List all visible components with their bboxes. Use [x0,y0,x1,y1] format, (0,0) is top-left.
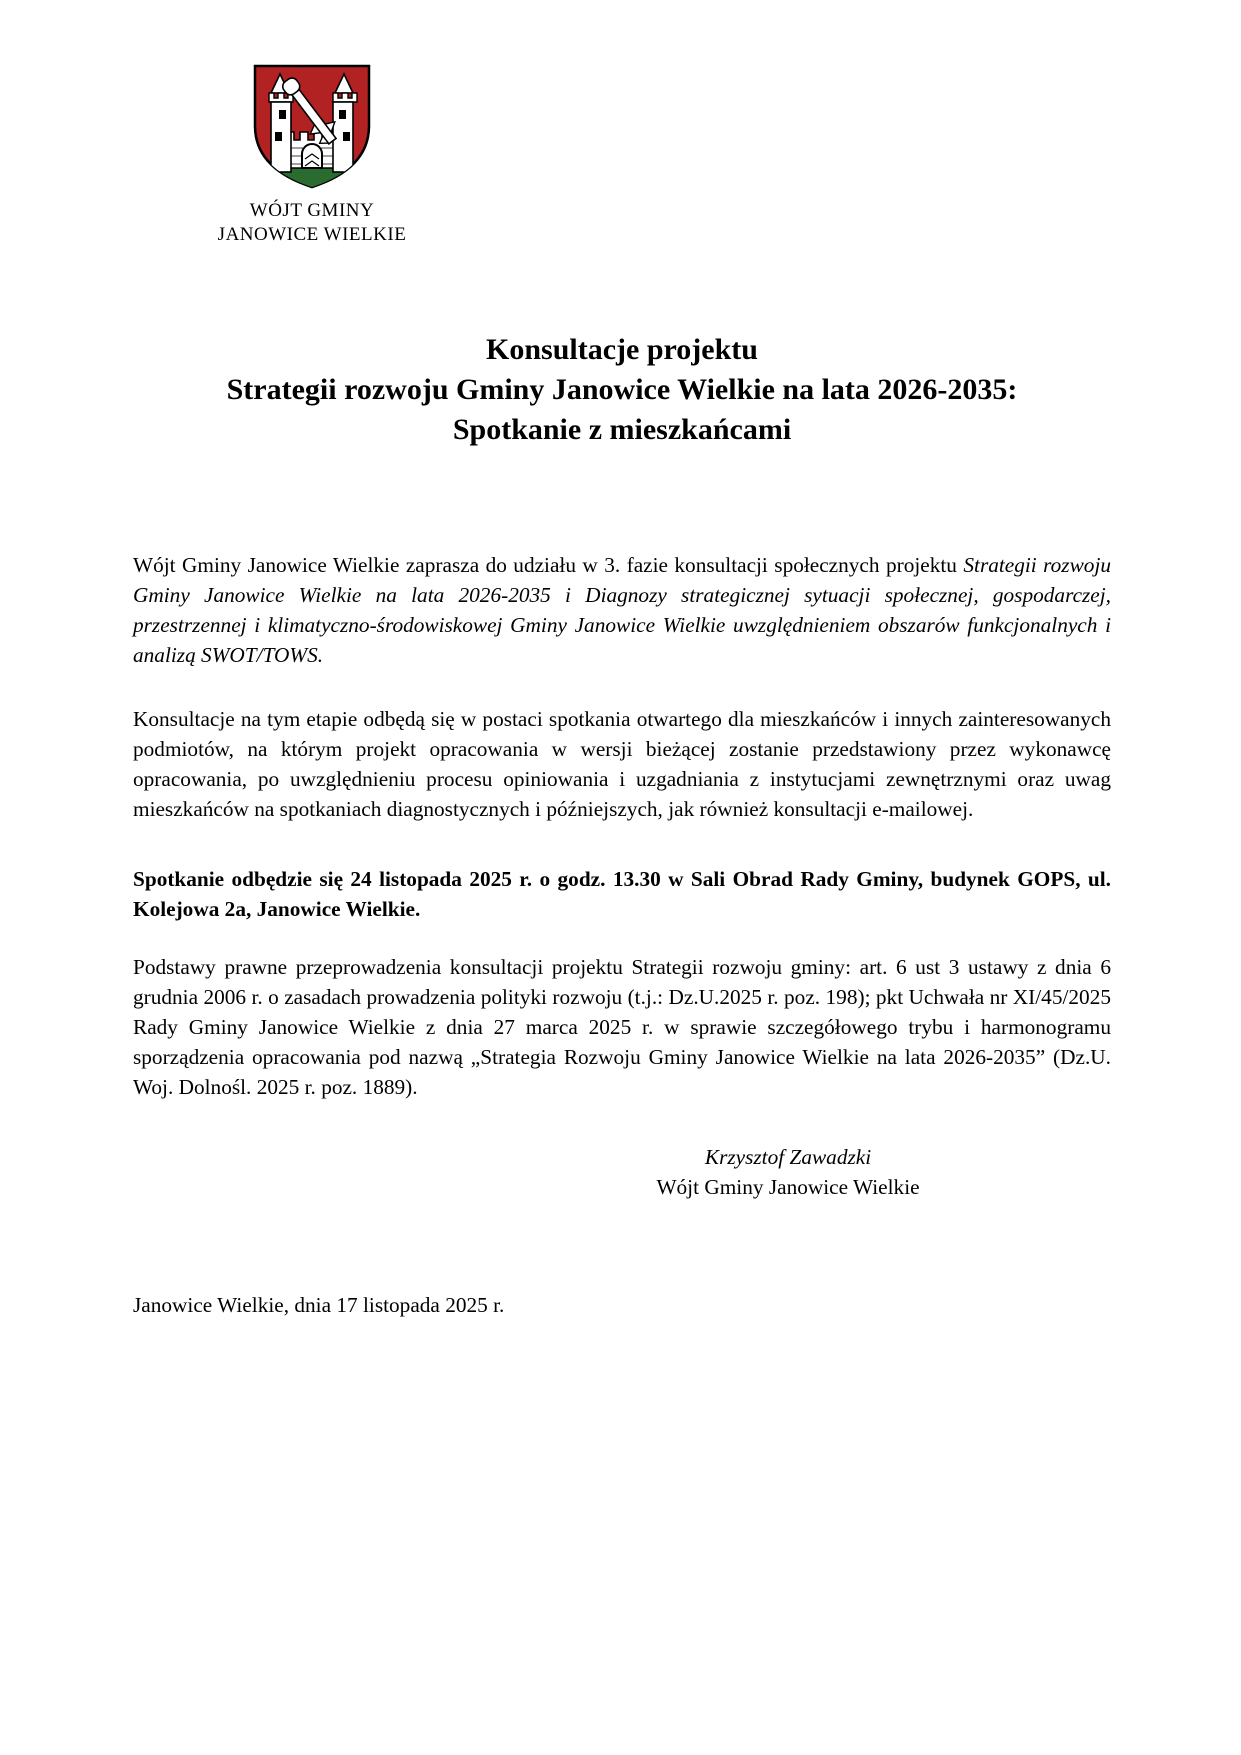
signature-name: Krzysztof Zawadzki [704,1145,872,1169]
title-line-3: Spotkanie z mieszkańcami [452,413,792,446]
paragraph-meeting-details: Spotkanie odbędzie się 24 listopada 2025 r. o godz. 13.30 w Sali Obrad Rady Gminy, budynek GOPS, ul. Kolejowa 2a, Janowice Wielkie. [133,867,1111,921]
signature-block [133,1142,1111,1202]
document-title [133,330,1111,450]
title-line-2: Strategii rozwoju Gminy Janowice Wielkie na lata 2026-2035: [226,373,1018,406]
paragraph-invitation [133,550,1111,670]
place-and-date: Janowice Wielkie, dnia 17 listopada 2025 r. [133,1293,505,1317]
paragraph-invitation-italic: Strategii rozwoju Gminy Janowice Wielkie na lata 2026-2035 i Diagnozy strategicznej sytuacji społecznej, gospodarczej, przestrzennej i klimatyczno-środowiskowej Gminy Janowice Wielkie uwzględnieniem obszarów funkcjonalnych i analizą SWOT/TOWS. [133,553,1112,667]
paragraph-invitation-normal: Wójt Gminy Janowice Wielkie zaprasza do udziału w 3. fazie konsultacji społecznych projektu [133,553,964,577]
coat-of-arms-icon [247,62,377,190]
office-name-line2: JANOWICE WIELKIE [217,224,407,245]
signature-role: Wójt Gminy Janowice Wielkie [656,1175,920,1199]
paragraph-consultation-form: Konsultacje na tym etapie odbędą się w postaci spotkania otwartego dla mieszkańców i innych zainteresowanych podmiotów, na którym projekt opracowania w wersji bieżącej zostanie przedstawiony przez wykonawcę opracowania, po uwzględnieniu procesu opiniowania i uzgadniania z instytucjami zewnętrznymi oraz uwag mieszkańców na spotkaniach diagnostycznych i późniejszych, jak również konsultacji e-mailowej. [133,707,1111,821]
letterhead [187,62,437,247]
paragraph-legal-basis: Podstawy prawne przeprowadzenia konsultacji projektu Strategii rozwoju gminy: art. 6 ust 3 ustawy z dnia 6 grudnia 2006 r. o zasadach prowadzenia polityki rozwoju (t.j.: Dz.U.2025 r. poz. 198); pkt Uchwała nr XI/45/2025 Rady Gminy Janowice Wielkie z dnia 27 marca 2025 r. w sprawie szczegółowego trybu i harmonogramu sporządzenia opracowania pod nazwą „Strategia Rozwoju Gminy Janowice Wielkie na lata 2026-2035” (Dz.U. Woj. Dolnośl. 2025 r. poz. 1889). [133,955,1111,1099]
title-line-1: Konsultacje projektu [486,333,758,366]
office-name-line1: WÓJT GMINY [249,200,375,221]
document-body [133,550,1111,1102]
